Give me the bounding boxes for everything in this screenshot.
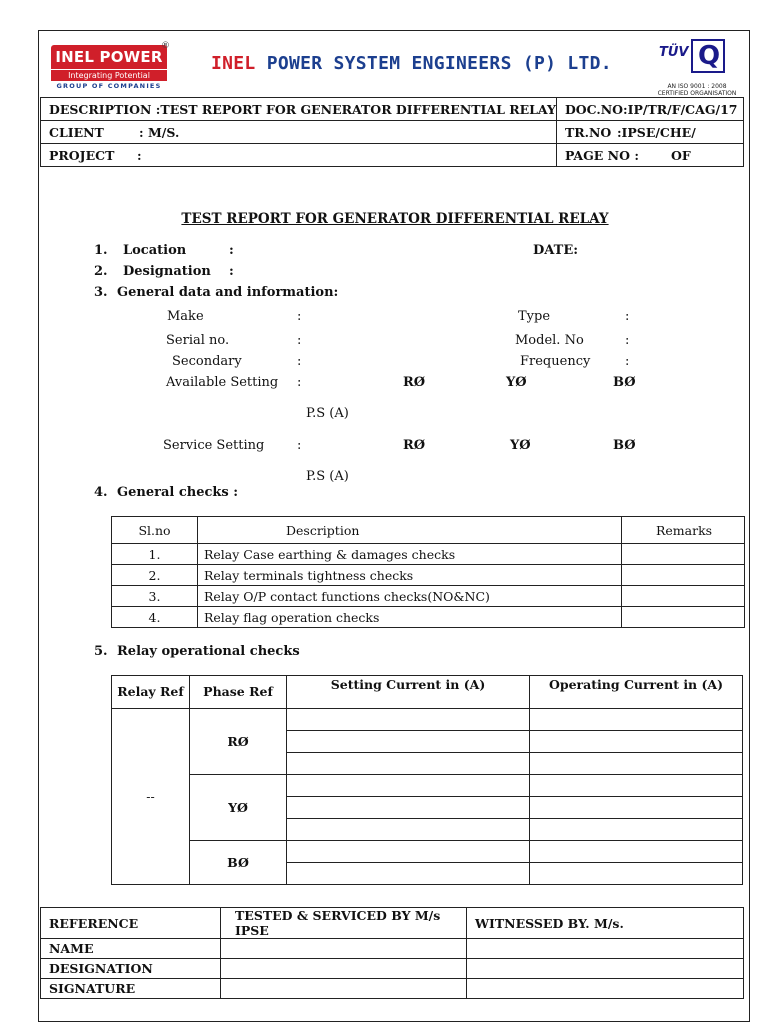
iso-certification bbox=[657, 83, 737, 97]
row-description: Relay O/P contact functions checks(NO&NC) bbox=[198, 586, 622, 607]
report-title: TEST REPORT FOR GENERATOR DIFFERENTIAL RELAY bbox=[181, 211, 609, 227]
phase-ref-header: Phase Ref bbox=[190, 676, 287, 709]
date-label: DATE: bbox=[533, 243, 579, 258]
location-label: Location bbox=[123, 243, 187, 258]
table-row bbox=[112, 607, 745, 628]
company-logo bbox=[51, 45, 167, 90]
row-number: 1. bbox=[112, 544, 198, 565]
logo-name: INEL POWER bbox=[51, 45, 167, 69]
registered-mark: ® bbox=[161, 41, 170, 51]
item-1-number: 1. bbox=[94, 243, 108, 258]
company-title bbox=[211, 53, 612, 74]
make-colon: : bbox=[297, 309, 302, 324]
row-description: Relay flag operation checks bbox=[198, 607, 622, 628]
remarks-header: Remarks bbox=[622, 517, 745, 544]
service-b-phase: BØ bbox=[613, 438, 636, 453]
page-no-cell bbox=[556, 144, 743, 167]
setting-cell[interactable] bbox=[287, 841, 530, 863]
report-page bbox=[38, 30, 750, 1022]
designation-label: Designation bbox=[123, 264, 211, 279]
witnessed-by-header: WITNESSED BY. M/s. bbox=[467, 908, 744, 939]
service-colon: : bbox=[297, 438, 302, 453]
row-description: Relay Case earthing & damages checks bbox=[198, 544, 622, 565]
tested-by-header: TESTED & SERVICED BY M/s IPSE bbox=[221, 908, 467, 939]
row-remarks[interactable] bbox=[622, 607, 745, 628]
tr-no-cell bbox=[556, 121, 743, 144]
relay-checks-heading: Relay operational checks bbox=[117, 644, 300, 659]
phase-b: BØ bbox=[190, 841, 287, 885]
row-number: 2. bbox=[112, 565, 198, 586]
witness-name-cell[interactable] bbox=[467, 939, 744, 959]
setting-cell[interactable] bbox=[287, 863, 530, 885]
row-remarks[interactable] bbox=[622, 565, 745, 586]
serial-label: Serial no. bbox=[166, 333, 230, 348]
reference-header: REFERENCE bbox=[41, 908, 221, 939]
operating-cell[interactable] bbox=[530, 841, 743, 863]
operating-cell[interactable] bbox=[530, 753, 743, 775]
available-y-phase: YØ bbox=[506, 375, 527, 390]
row-description: Relay terminals tightness checks bbox=[198, 565, 622, 586]
row-remarks[interactable] bbox=[622, 544, 745, 565]
frequency-label: Frequency bbox=[520, 354, 591, 369]
description-header: Description bbox=[198, 517, 622, 544]
operating-cell[interactable] bbox=[530, 709, 743, 731]
project-cell bbox=[41, 144, 557, 167]
setting-cell[interactable] bbox=[287, 709, 530, 731]
general-checks-table bbox=[111, 516, 745, 628]
general-checks-heading: General checks : bbox=[117, 485, 239, 500]
iso-line-1: AN ISO 9001 : 2008 bbox=[667, 83, 727, 90]
operating-current-header: Operating Current in (A) bbox=[530, 676, 743, 709]
relay-ref-value: -- bbox=[112, 709, 190, 885]
witness-signature-cell[interactable] bbox=[467, 979, 744, 999]
tested-name-cell[interactable] bbox=[221, 939, 467, 959]
client-value: : M/S. bbox=[139, 124, 180, 140]
quality-q-icon: Q bbox=[691, 39, 725, 73]
phase-y: YØ bbox=[190, 775, 287, 841]
frequency-colon: : bbox=[625, 354, 630, 369]
designation-colon: : bbox=[229, 264, 234, 279]
type-label: Type bbox=[518, 309, 551, 324]
service-ps-label: P.S (A) bbox=[306, 469, 349, 484]
item-2-number: 2. bbox=[94, 264, 108, 279]
tested-signature-cell[interactable] bbox=[221, 979, 467, 999]
available-colon: : bbox=[297, 375, 302, 390]
operating-cell[interactable] bbox=[530, 797, 743, 819]
relay-ref-header: Relay Ref bbox=[112, 676, 190, 709]
project-label: PROJECT bbox=[49, 147, 115, 163]
client-cell bbox=[41, 121, 557, 144]
operating-cell[interactable] bbox=[530, 819, 743, 841]
company-title-rest: POWER SYSTEM ENGINEERS (P) LTD. bbox=[255, 53, 612, 74]
phase-r: RØ bbox=[190, 709, 287, 775]
service-r-phase: RØ bbox=[403, 438, 426, 453]
serial-colon: : bbox=[297, 333, 302, 348]
page-of: OF bbox=[670, 147, 691, 163]
table-row bbox=[112, 544, 745, 565]
tuv-text: TÜV bbox=[659, 45, 689, 60]
service-y-phase: YØ bbox=[510, 438, 531, 453]
type-colon: : bbox=[625, 309, 630, 324]
table-row bbox=[112, 586, 745, 607]
setting-cell[interactable] bbox=[287, 753, 530, 775]
document-header-table bbox=[40, 97, 744, 167]
general-data-heading: General data and information: bbox=[117, 285, 339, 300]
client-label: CLIENT bbox=[49, 124, 104, 140]
available-ps-label: P.S (A) bbox=[306, 406, 349, 421]
available-setting-label: Available Setting bbox=[166, 375, 279, 390]
tr-label: TR.NO bbox=[564, 124, 612, 140]
secondary-label: Secondary bbox=[172, 354, 242, 369]
setting-cell[interactable] bbox=[287, 731, 530, 753]
item-3-number: 3. bbox=[94, 285, 108, 300]
tuv-logo bbox=[659, 39, 729, 87]
service-setting-label: Service Setting bbox=[163, 438, 265, 453]
row-remarks[interactable] bbox=[622, 586, 745, 607]
project-value: : bbox=[137, 147, 142, 163]
table-row bbox=[112, 565, 745, 586]
slno-header: Sl.no bbox=[112, 517, 198, 544]
make-label: Make bbox=[167, 309, 204, 324]
available-r-phase: RØ bbox=[403, 375, 426, 390]
model-colon: : bbox=[625, 333, 630, 348]
page-label: PAGE NO : bbox=[564, 147, 639, 163]
description-cell: DESCRIPTION :TEST REPORT FOR GENERATOR DIFFERENTIAL RELAY bbox=[41, 98, 557, 121]
logo-group-text: GROUP OF COMPANIES bbox=[56, 82, 162, 90]
doc-no-cell: DOC.NO:IP/TR/F/CAG/17 bbox=[556, 98, 743, 121]
row-number: 4. bbox=[112, 607, 198, 628]
designation-label: DESIGNATION bbox=[41, 959, 221, 979]
logo-tagline: Integrating Potential bbox=[51, 69, 167, 81]
company-title-red: INEL bbox=[211, 53, 256, 74]
setting-current-header: Setting Current in (A) bbox=[287, 676, 530, 709]
reference-signoff-table bbox=[40, 907, 744, 999]
available-b-phase: BØ bbox=[613, 375, 636, 390]
operating-cell[interactable] bbox=[530, 775, 743, 797]
setting-cell[interactable] bbox=[287, 797, 530, 819]
setting-cell[interactable] bbox=[287, 775, 530, 797]
row-number: 3. bbox=[112, 586, 198, 607]
item-5-number: 5. bbox=[94, 644, 108, 659]
signature-label: SIGNATURE bbox=[41, 979, 221, 999]
tested-designation-cell[interactable] bbox=[221, 959, 467, 979]
witness-designation-cell[interactable] bbox=[467, 959, 744, 979]
operating-cell[interactable] bbox=[530, 863, 743, 885]
item-4-number: 4. bbox=[94, 485, 108, 500]
location-colon: : bbox=[229, 243, 234, 258]
name-label: NAME bbox=[41, 939, 221, 959]
model-label: Model. No bbox=[515, 333, 584, 348]
tr-value: :IPSE/CHE/ bbox=[616, 124, 696, 140]
setting-cell[interactable] bbox=[287, 819, 530, 841]
operating-cell[interactable] bbox=[530, 731, 743, 753]
relay-operational-table bbox=[111, 675, 743, 885]
secondary-colon: : bbox=[297, 354, 302, 369]
iso-line-2: CERTIFIED ORGANISATION bbox=[657, 90, 737, 97]
